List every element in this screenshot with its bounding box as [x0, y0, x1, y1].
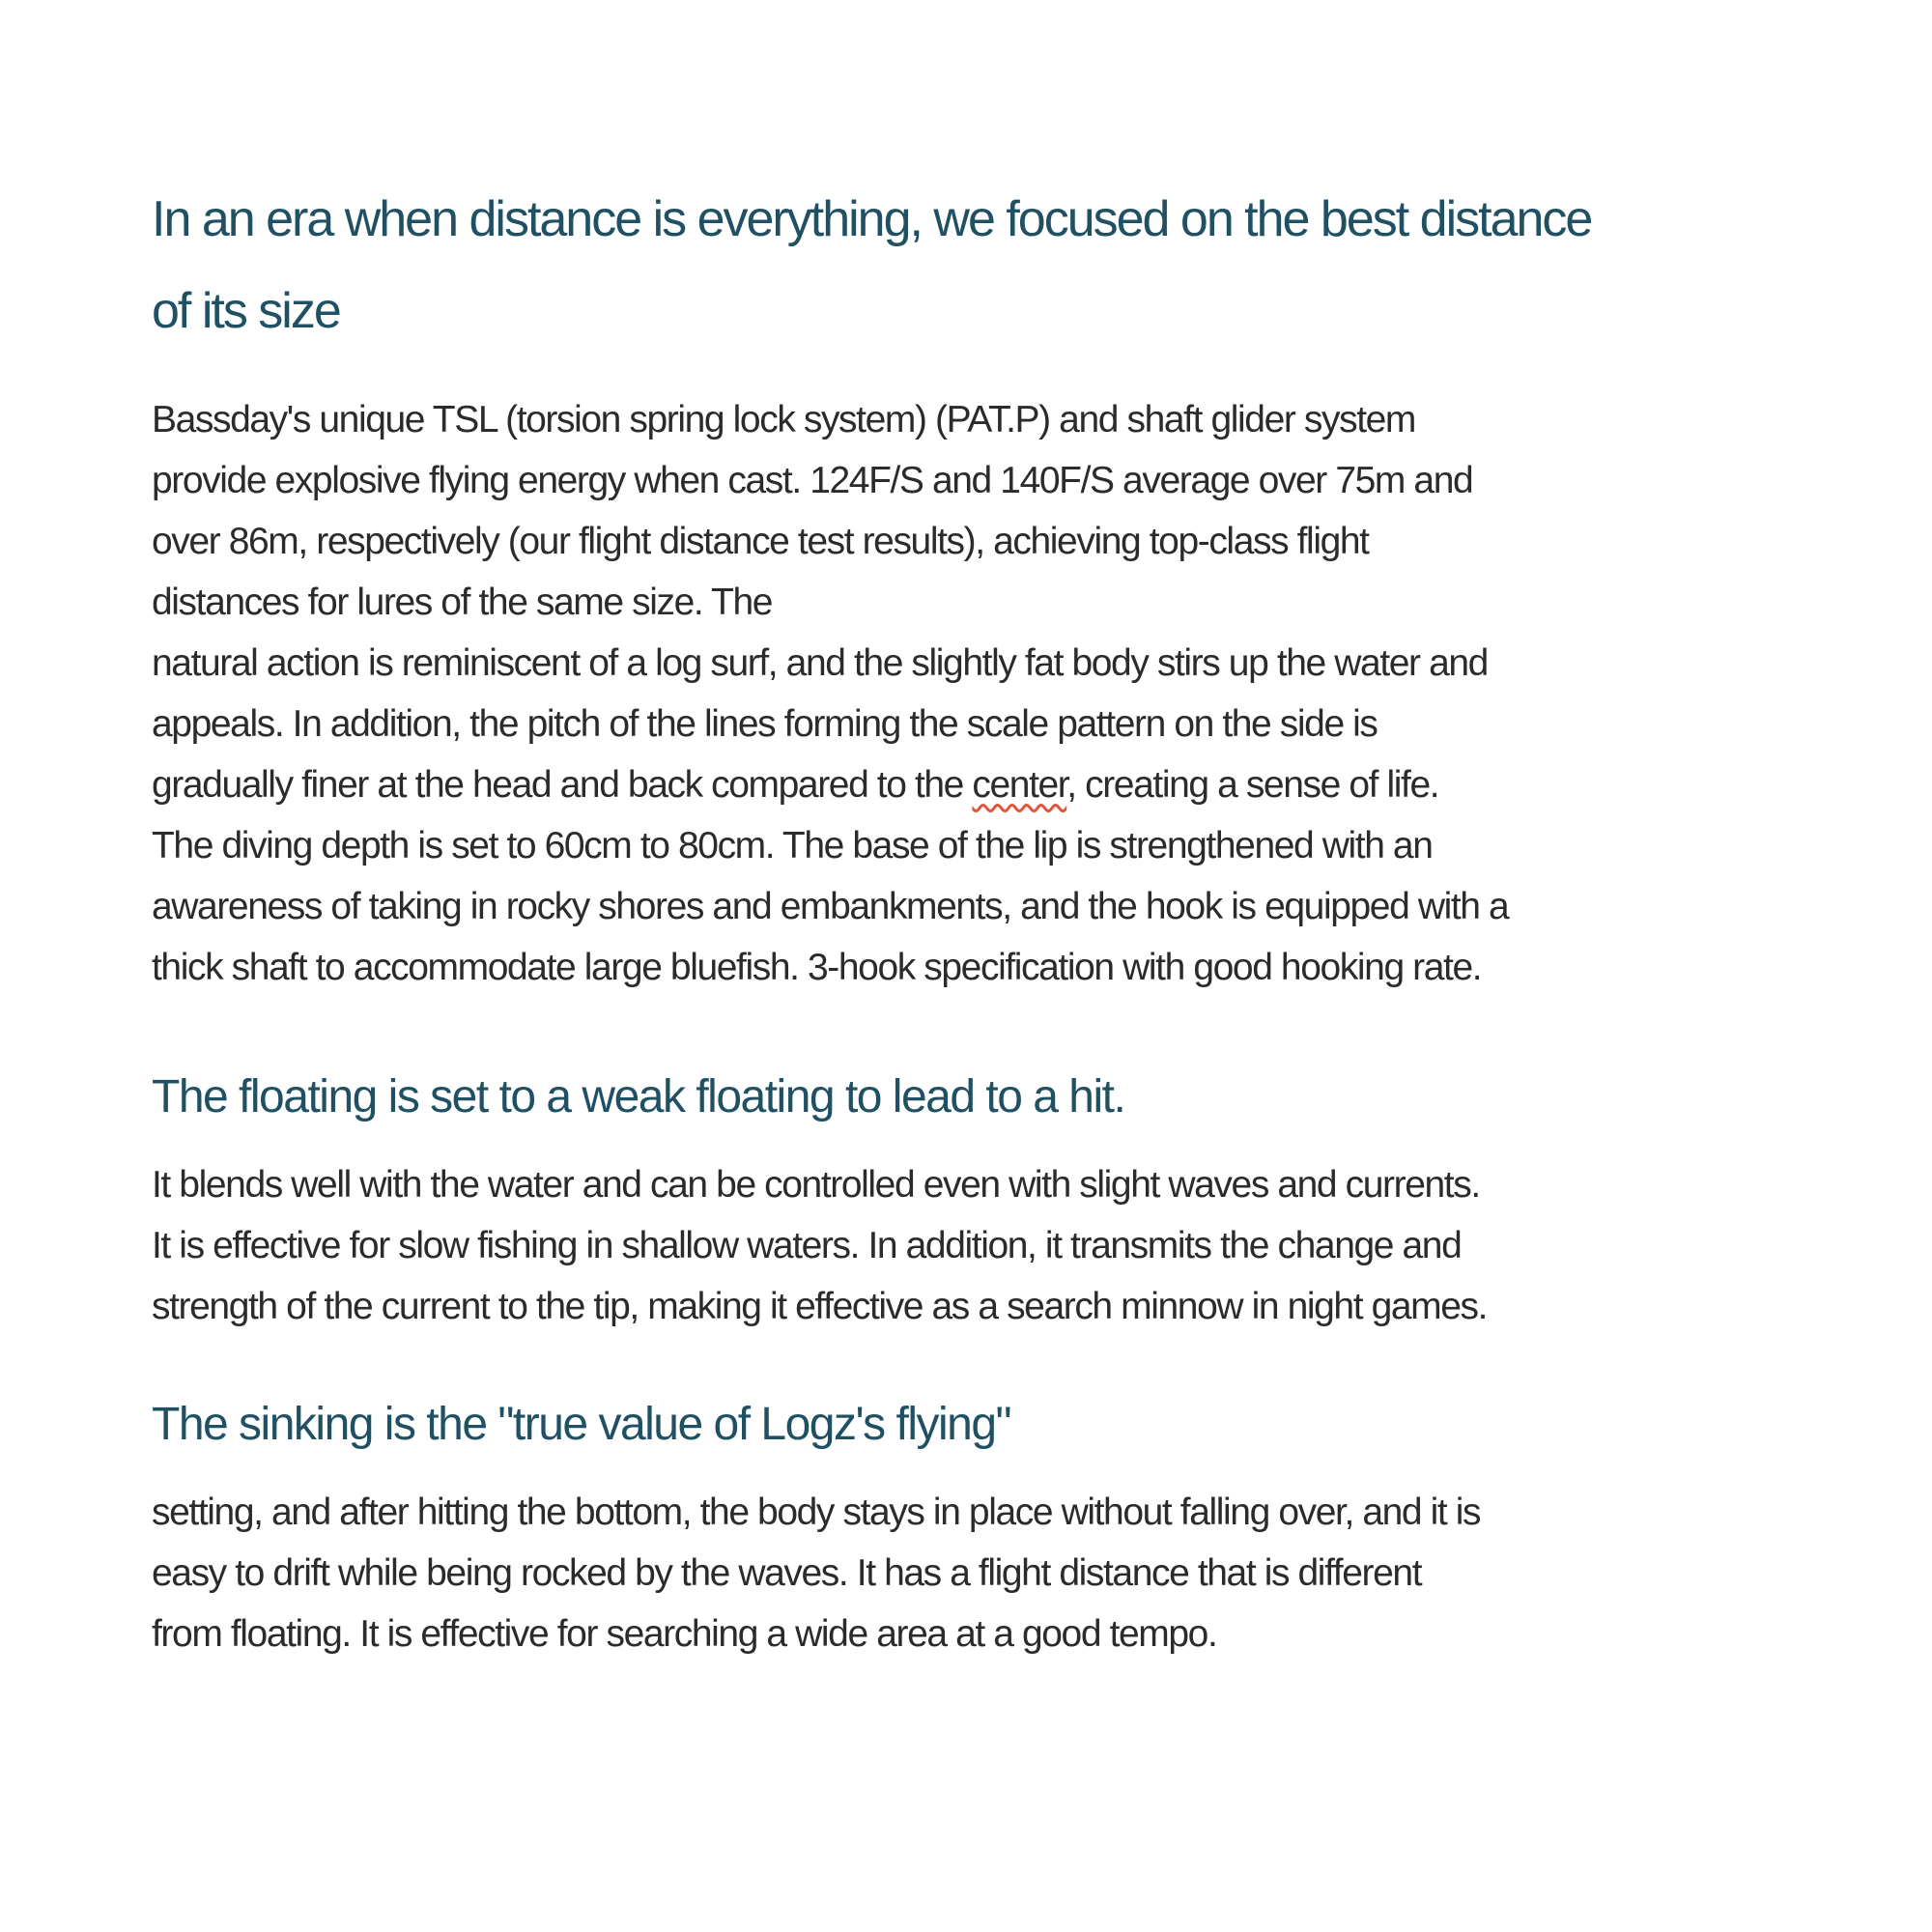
text-line: thick shaft to accommodate large bluefish. 3-hook specification with good hooking rate.	[152, 947, 1482, 988]
text-line: It is effective for slow fishing in shallow waters. In addition, it transmits the change and	[152, 1225, 1462, 1266]
paragraph-distance	[152, 389, 1797, 998]
section-heading-distance	[152, 174, 1797, 357]
section-heading-sinking	[152, 1391, 1797, 1459]
text-line: natural action is reminiscent of a log surf, and the slightly fat body stirs up the water and	[152, 642, 1488, 684]
text-line: appeals. In addition, the pitch of the lines forming the scale pattern on the side is	[152, 703, 1378, 745]
text-line: The diving depth is set to 60cm to 80cm. The base of the lip is strengthened with an	[152, 825, 1433, 867]
heading-line: The floating is set to a weak floating to lead to a hit.	[152, 1071, 1125, 1122]
text-line: easy to drift while being rocked by the waves. It has a flight distance that is different	[152, 1552, 1422, 1594]
text-segment: gradually finer at the head and back compared to the	[152, 764, 973, 806]
text-line: It blends well with the water and can be controlled even with slight waves and currents.	[152, 1164, 1480, 1206]
text-line: strength of the current to the tip, making it effective as a search minnow in night games.	[152, 1286, 1488, 1327]
heading-line: of its size	[152, 283, 340, 339]
text-line: from floating. It is effective for searching a wide area at a good tempo.	[152, 1613, 1217, 1655]
section-heading-floating	[152, 1064, 1797, 1131]
paragraph-floating	[152, 1154, 1797, 1337]
text-line: setting, and after hitting the bottom, the body stays in place without falling over, and it is	[152, 1492, 1481, 1533]
heading-line: In an era when distance is everything, we focused on the best distance	[152, 191, 1592, 247]
text-segment: , creating a sense of life.	[1066, 764, 1439, 806]
paragraph-sinking	[152, 1482, 1797, 1664]
text-line: over 86m, respectively (our flight distance test results), achieving top-class flight	[152, 521, 1369, 562]
misspelled-word-center[interactable]: center	[972, 764, 1067, 806]
text-line: awareness of taking in rocky shores and embankments, and the hook is equipped with a	[152, 886, 1509, 927]
heading-line: The sinking is the "true value of Logz's flying"	[152, 1399, 1011, 1450]
text-line: Bassday's unique TSL (torsion spring lock system) (PAT.P) and shaft glider system	[152, 399, 1416, 440]
text-line-with-spellcheck	[152, 754, 1797, 815]
text-line: distances for lures of the same size. The	[152, 582, 773, 623]
text-line: provide explosive flying energy when cast. 124F/S and 140F/S average over 75m and	[152, 460, 1473, 501]
